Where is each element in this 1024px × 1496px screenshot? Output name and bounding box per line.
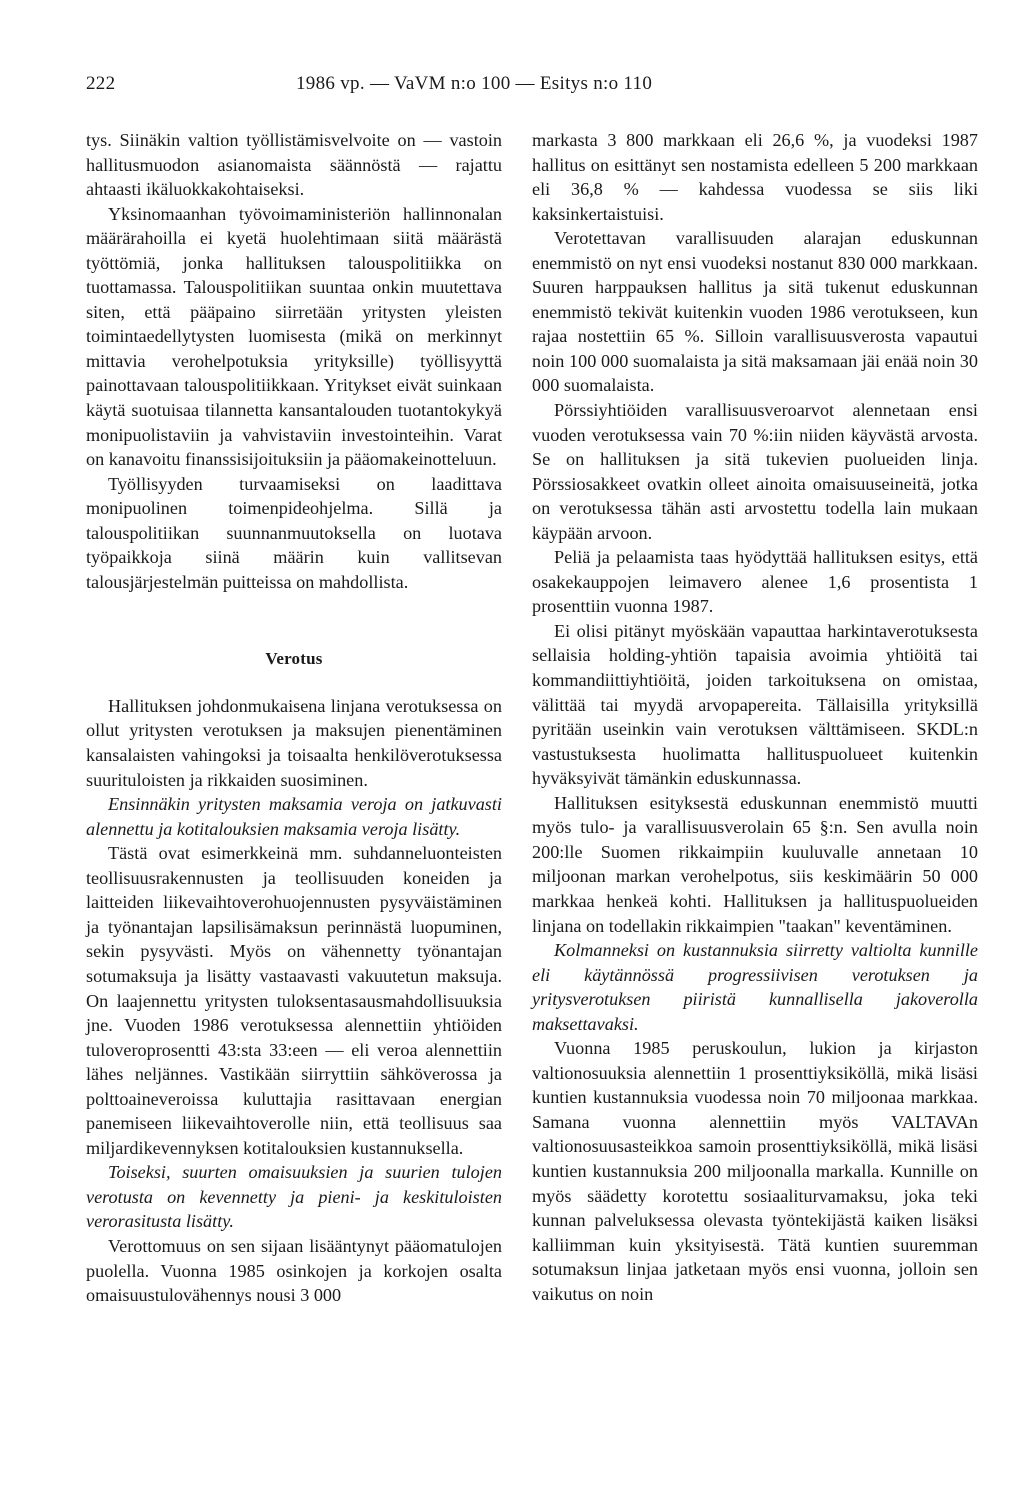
paragraph: Pörssiyhtiöiden varallisuusveroarvot alennetaan ensi vuoden verotuksessa vain 70 %:iin niiden käyvästä arvosta. Se on hallituksen ja sitä tukevien puolueiden linja. Pörssiosakkeet ovatkin olleet ainoita omaisuuseineitä, jotka on verotuksessa tähän asti arvostettu todella lain mukaan käypään arvoon. xyxy=(532,400,978,543)
paragraph: Hallituksen esityksestä eduskunnan enemmistö muutti myös tulo- ja varallisuusverolain 65 §:n. Sen avulla noin 200:lle Suomen rikkaimpiin kuuluvalle annetaan 10 miljoonan markan verohelpotus, siis keskimäärin 50 000 markkaa henkeä kohti. Hallituksen ja hallituspuolueiden linjana on todellakin rikkaimpien "taakan" keventäminen. xyxy=(532,792,978,936)
paragraph: tys. Siinäkin valtion työllistämisvelvoite on — vastoin hallitusmuodon asianomaista säännöstä — rajattu ahtaasti ikäluokkakohtaiseksi. xyxy=(86,130,502,200)
paragraph: markasta 3 800 markkaan eli 26,6 %, ja vuodeksi 1987 hallitus on esittänyt sen nostamista edelleen 5 200 markkaan eli 36,8 % — kahdessa vuodessa se siis liki kaksinkertaistuisi. xyxy=(532,130,978,224)
right-column xyxy=(532,128,978,1306)
italic-paragraph: Kolmanneksi on kustannuksia siirretty valtiolta kunnille eli käytännössä progressiivisen verotuksen ja yritysverotuksen piiristä kunnallisella jakoverolla maksettavaksi. xyxy=(532,940,978,1034)
paragraph: Tästä ovat esimerkkeinä mm. suhdanneluonteisten teollisuusrakennusten ja teollisuuden koneiden ja laitteiden liikevaihtoverohuojennusten pysyväistäminen ja työnantajan lapsilisämaksun perinnästä luopuminen, sekin pysyvästi. Myös on vähennetty työnantajan sotumaksuja ja lisätty vastaavasti vakuutetun maksuja. On laajennettu yritysten tuloksentasausmahdollisuuksia jne. Vuoden 1986 verotuksessa alennettiin yhtiöiden tuloveroprosentti 43:sta 33:een — eli veroa alennettiin lähes neljännes. Vastikään siirryttiin sähköverossa ja polttoaineveroissa kuluttajia rasittavaan energian panemiseen liikevaihtoverolle niin, että teollisuus saa miljardikevennyksen kotitalouksien kustannuksella. xyxy=(86,843,502,1158)
section-heading: Verotus xyxy=(265,649,323,669)
page-number: 222 xyxy=(86,73,116,94)
left-column xyxy=(86,128,502,1308)
paragraph: Verotettavan varallisuuden alarajan eduskunnan enemmistö on nyt ensi vuodeksi nostanut 830 000 markkaan. Suuren harppauksen hallitus ja sitä tukenut eduskunnan enemmistö tekivät kuitenkin vuoden 1986 verotukseen, kun rajaa nostettiin 65 %. Silloin varallisuusverosta vapautui noin 100 000 suomalaista ja sitä maksamaan jäi enää noin 30 000 suomalaista. xyxy=(532,228,978,396)
paragraph: Yksinomaanhan työvoimaministeriön hallinnonalan määrärahoilla ei kyetä huolehtimaan siitä määrästä työttömiä, jonka hallituksen talouspolitiikka on tuottamassa. Talouspolitiikan suuntaa onkin muutettava siten, että pääpaino siirretään yritysten yleisten toimintaedellytysten luomisesta (mikä on merkinnyt mittavia verohelpotuksia yrityksille) työllisyyttä painottavaan talouspolitiikkaan. Yritykset eivät suinkaan käytä suotuisaa tilannetta kansantalouden tuotantokykyä monipuolistaviin ja vahvistaviin investointeihin. Varat on kanavoitu finanssisijoituksiin ja pääomakeinotteluun. xyxy=(86,203,502,470)
paragraph: Hallituksen johdonmukaisena linjana verotuksessa on ollut yritysten verotuksen ja maksujen pienentäminen kansalaisten vahingoksi ja toisaalta henkilöverotuksessa suurituloisten ja rikkaiden suosiminen. xyxy=(86,695,502,790)
page-header xyxy=(86,73,986,101)
italic-paragraph: Ensinnäkin yritysten maksamia veroja on jatkuvasti alennettu ja kotitalouksien maksamia veroja lisätty. xyxy=(86,794,502,839)
italic-paragraph: Toiseksi, suurten omaisuuksien ja suurien tulojen verotusta on kevennetty ja pieni- ja keskituloisten verorasitusta lisätty. xyxy=(86,1162,502,1232)
paragraph: Ei olisi pitänyt myöskään vapauttaa harkintaverotuksesta sellaisia holding-yhtiön tapaisia avoimia yhtiöitä tai kommandiittiyhtiöitä, joiden tarkoituksena on omistaa, välittää tai myydä arvopapereita. Tällaisilla yrityksillä pyritään useinkin vain verotuksen välttämiseen. SKDL:n vastustuksesta huolimatta hallituspuolueet kuitenkin hyväksyivät tämänkin eduskunnassa. xyxy=(532,620,978,789)
paragraph: Peliä ja pelaamista taas hyödyttää hallituksen esitys, että osakekauppojen leimavero alenee 1,6 prosentista 1 prosenttiin vuonna 1987. xyxy=(532,547,978,617)
paragraph: Verottomuus on sen sijaan lisääntynyt pääomatulojen puolella. Vuonna 1985 osinkojen ja korkojen osalta omaisuustulovähennys nousi 3 000 xyxy=(86,1235,502,1306)
paragraph: Vuonna 1985 peruskoulun, lukion ja kirjaston valtionosuuksia alennettiin 1 prosenttiyksiköllä, mikä lisäsi kuntien kustannuksia vuodessa noin 70 miljoonaa markkaa. Samana vuonna alennettiin myös VALTAVAn valtionosuusasteikkoa samoin prosenttiyksiköllä, mikä lisäsi kuntien kustannuksia 200 miljoonalla markalla. Kunnille on myös säädetty korotettu sosiaaliturvamaksu, joka teki kunnan palveluksessa olevasta työntekijästä kaiken lisäksi kalliimman kuin yksityisestä. Tätä kuntien suuremman sotumaksun linjaa jatketaan myös ensi vuonna, jolloin sen vaikutus on noin xyxy=(532,1038,978,1304)
running-title: 1986 vp. — VaVM n:o 100 — Esitys n:o 110 xyxy=(296,73,653,94)
paragraph: Työllisyyden turvaamiseksi on laadittava monipuolinen toimenpideohjelma. Sillä ja talouspolitiikan suunnanmuutoksella on luotava työpaikkoja siinä määrin kuin vallitsevan talousjärjestelmän puitteissa on mahdollista. xyxy=(86,473,502,592)
